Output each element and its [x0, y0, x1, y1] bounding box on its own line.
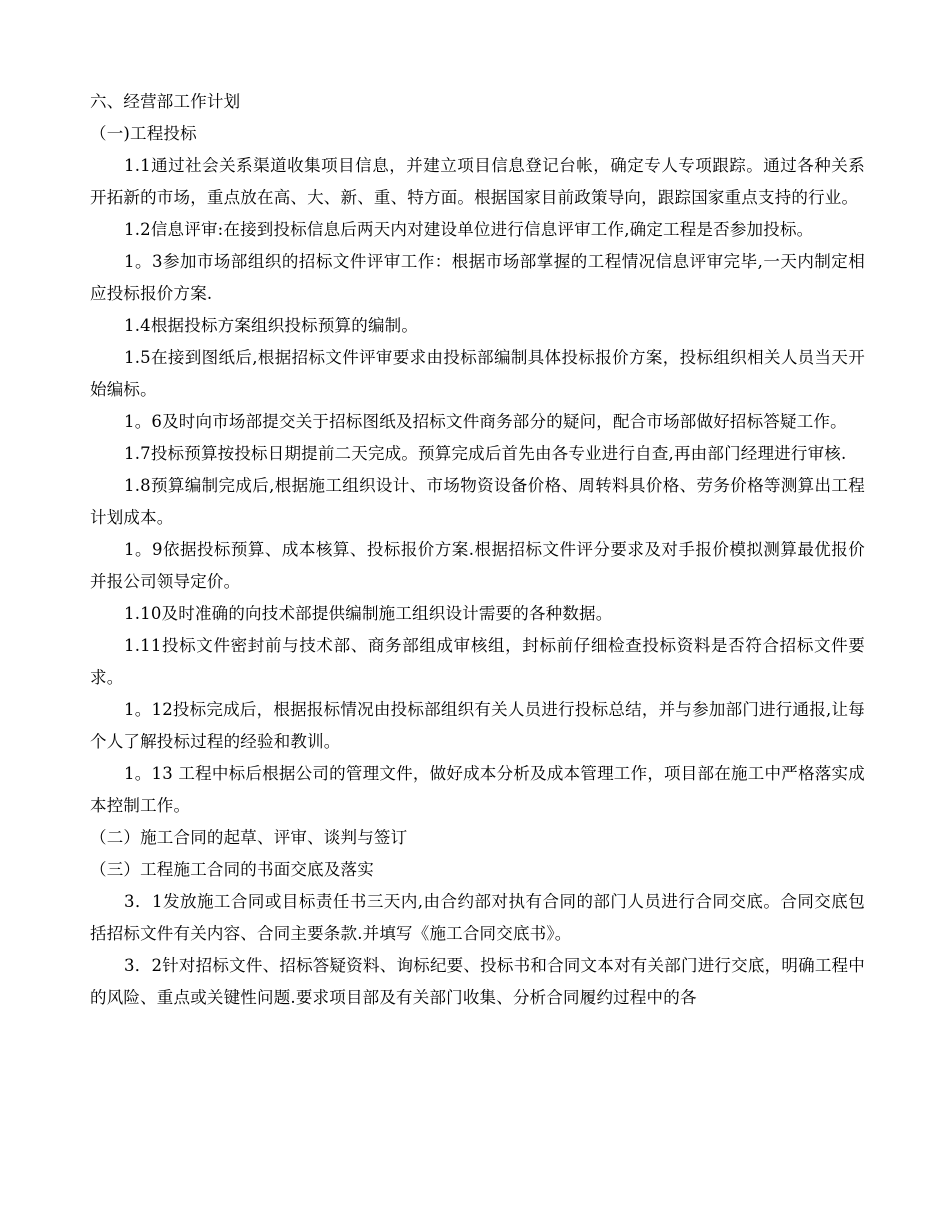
paragraph-1-3: 1。3参加市场部组织的招标文件评审工作：根据市场部掌握的工程情况信息评审完毕,一天内制定相应投标报价方案.	[90, 252, 865, 303]
section-heading-contract-drafting: （二）施工合同的起草、评审、谈判与签订	[90, 828, 408, 847]
paragraph-1-5: 1.5在接到图纸后,根据招标文件评审要求由投标部编制具体投标报价方案，投标组织相关人员当天开始编标。	[90, 348, 865, 399]
section-heading-contract-disclosure: （三）工程施工合同的书面交底及落实	[90, 860, 374, 879]
paragraph-1-13: 1。13 工程中标后根据公司的管理文件，做好成本分析及成本管理工作，项目部在施工中严格落实成本控制工作。	[90, 764, 865, 815]
paragraph-1-12: 1。12投标完成后，根据报标情况由投标部组织有关人员进行投标总结，并与参加部门进行通报,让每个人了解投标过程的经验和教训。	[90, 700, 865, 751]
paragraph-1-6: 1。6及时向市场部提交关于招标图纸及招标文件商务部分的疑问，配合市场部做好招标答疑工作。	[124, 412, 847, 431]
paragraph-3-1: 3．1发放施工合同或目标责任书三天内,由合约部对执有合同的部门人员进行合同交底。合同交底包括招标文件有关内容、合同主要条款.并填写《施工合同交底书》。	[90, 892, 865, 943]
section-heading-bidding: （一)工程投标	[90, 124, 197, 143]
document-title: 六、经营部工作计划	[90, 92, 241, 111]
paragraph-1-2: 1.2信息评审:在接到投标信息后两天内对建设单位进行信息评审工作,确定工程是否参加投标。	[124, 220, 814, 239]
paragraph-1-4: 1.4根据投标方案组织投标预算的编制。	[124, 316, 419, 335]
document-page	[90, 86, 865, 1014]
paragraph-3-2: 3．2针对招标文件、招标答疑资料、询标纪要、投标书和合同文本对有关部门进行交底，明确工程中的风险、重点或关键性问题.要求项目部及有关部门收集、分析合同履约过程中的各	[90, 956, 865, 1007]
paragraph-1-11: 1.11投标文件密封前与技术部、商务部组成审核组，封标前仔细检查投标资料是否符合招标文件要求。	[90, 636, 865, 687]
paragraph-1-8: 1.8预算编制完成后,根据施工组织设计、市场物资设备价格、周转料具价格、劳务价格等测算出工程计划成本。	[90, 476, 865, 527]
paragraph-1-10: 1.10及时准确的向技术部提供编制施工组织设计需要的各种数据。	[124, 604, 613, 623]
paragraph-1-9: 1。9依据投标预算、成本核算、投标报价方案.根据招标文件评分要求及对手报价模拟测算最优报价并报公司领导定价。	[90, 540, 865, 591]
paragraph-1-7: 1.7投标预算按投标日期提前二天完成。预算完成后首先由各专业进行自查,再由部门经理进行审核.	[124, 444, 847, 463]
paragraph-1-1: 1.1通过社会关系渠道收集项目信息，并建立项目信息登记台帐，确定专人专项跟踪。通过各种关系开拓新的市场，重点放在高、大、新、重、特方面。根据国家目前政策导向，跟踪国家重点支持的行业。	[90, 156, 865, 207]
